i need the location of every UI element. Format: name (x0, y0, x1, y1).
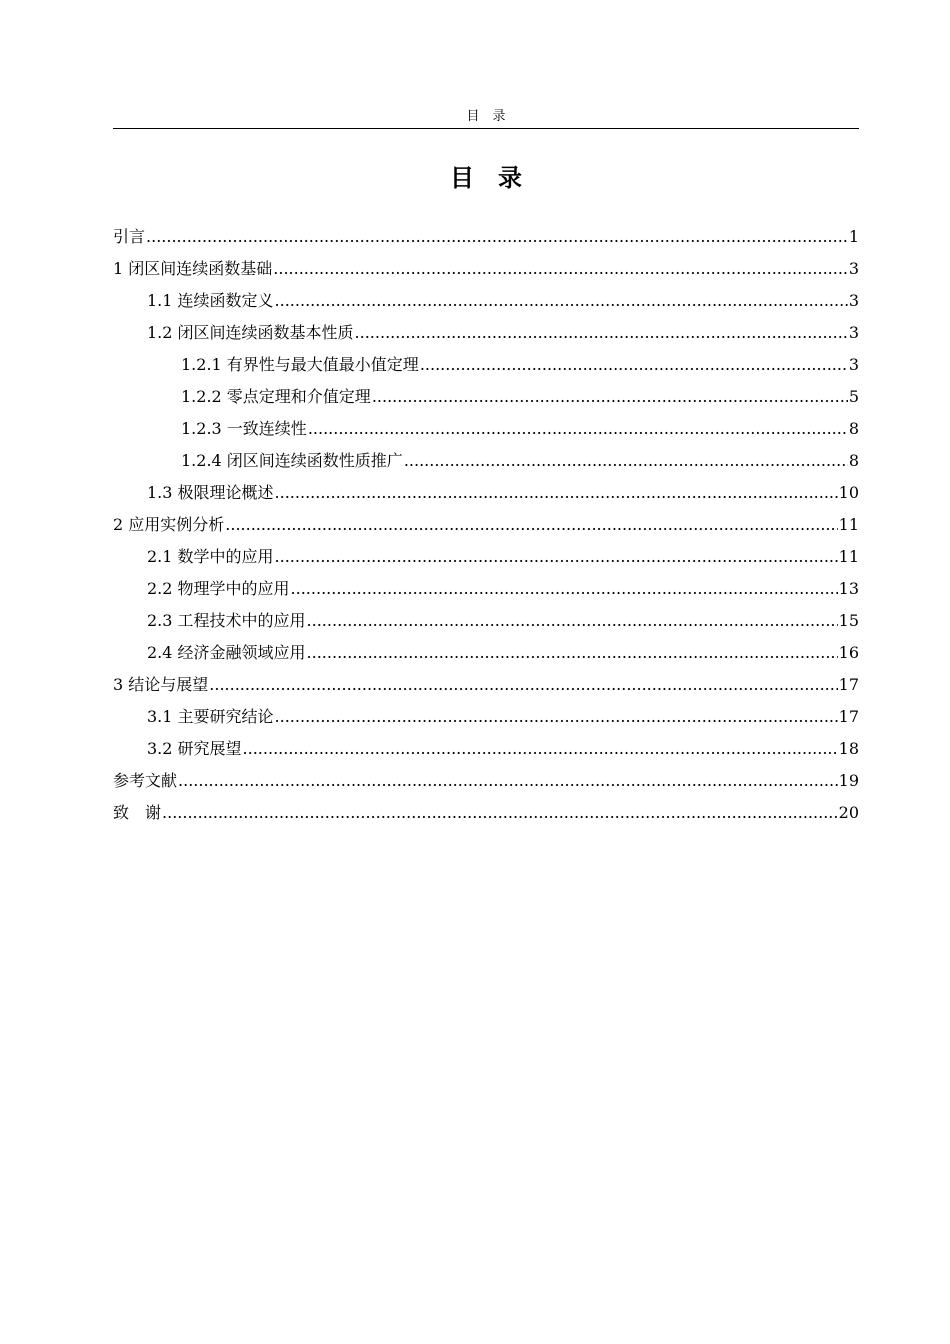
toc-entry[interactable] (113, 445, 859, 477)
toc-entry[interactable] (113, 797, 859, 829)
toc-entry[interactable] (113, 477, 859, 509)
toc-entry-page: 15 (838, 611, 859, 630)
toc-dot-leader (146, 221, 848, 253)
toc-entry[interactable] (113, 317, 859, 349)
toc-entry-label: 1.2.2 零点定理和介值定理 (181, 387, 371, 406)
toc-entry[interactable] (113, 285, 859, 317)
toc-entry-label: 1.2.1 有界性与最大值最小值定理 (181, 355, 419, 374)
toc-entry[interactable] (113, 701, 859, 733)
page-title: 目 录 (450, 164, 522, 192)
toc-entry-page: 19 (838, 771, 859, 790)
toc-dot-leader (275, 701, 838, 733)
toc-entry-label: 3.1 主要研究结论 (147, 707, 274, 726)
toc-dot-leader (209, 669, 837, 701)
toc-entry-page: 1 (848, 227, 859, 246)
toc-entry[interactable] (113, 509, 859, 541)
toc-entry-page: 17 (838, 675, 859, 694)
toc-entry-label: 2.1 数学中的应用 (147, 547, 274, 566)
toc-entry[interactable] (113, 381, 859, 413)
toc-entry-label: 2.4 经济金融领域应用 (147, 643, 306, 662)
toc-entry-page: 8 (848, 451, 859, 470)
toc-dot-leader (404, 445, 848, 477)
toc-entry-label: 1.1 连续函数定义 (147, 291, 274, 310)
toc-entry-page: 10 (838, 483, 859, 502)
toc-entry[interactable] (113, 413, 859, 445)
toc-dot-leader (225, 509, 837, 541)
toc-entry[interactable] (113, 733, 859, 765)
toc-entry[interactable] (113, 253, 859, 285)
toc-entry-page: 20 (838, 803, 859, 822)
toc-list (113, 221, 859, 829)
toc-dot-leader (273, 253, 848, 285)
toc-dot-leader (307, 605, 838, 637)
toc-dot-leader (291, 573, 838, 605)
toc-entry-page: 8 (848, 419, 859, 438)
toc-dot-leader (178, 765, 838, 797)
toc-entry[interactable] (113, 605, 859, 637)
toc-dot-leader (420, 349, 848, 381)
toc-entry-label: 1.3 极限理论概述 (147, 483, 274, 502)
toc-entry-page: 11 (838, 515, 859, 534)
toc-entry-label: 致 谢 (113, 803, 162, 822)
toc-dot-leader (275, 541, 838, 573)
toc-entry-page: 3 (848, 355, 859, 374)
toc-entry[interactable] (113, 349, 859, 381)
toc-entry[interactable] (113, 221, 859, 253)
toc-entry-page: 16 (838, 643, 859, 662)
toc-entry-label: 2 应用实例分析 (113, 515, 225, 534)
toc-entry-label: 1.2.4 闭区间连续函数性质推广 (181, 451, 403, 470)
toc-entry-label: 1.2.3 一致连续性 (181, 419, 307, 438)
toc-dot-leader (355, 317, 848, 349)
toc-entry-page: 5 (848, 387, 859, 406)
toc-entry-page: 3 (848, 291, 859, 310)
toc-entry[interactable] (113, 541, 859, 573)
toc-entry-label: 参考文献 (113, 771, 178, 790)
toc-entry-page: 13 (838, 579, 859, 598)
running-header: 目 录 (466, 109, 506, 124)
toc-entry-label: 2.2 物理学中的应用 (147, 579, 290, 598)
toc-entry-label: 引言 (113, 227, 146, 246)
toc-entry[interactable] (113, 573, 859, 605)
toc-entry[interactable] (113, 669, 859, 701)
toc-entry-label: 2.3 工程技术中的应用 (147, 611, 306, 630)
toc-entry-label: 1.2 闭区间连续函数基本性质 (147, 323, 354, 342)
toc-entry-page: 3 (848, 259, 859, 278)
toc-entry-label: 1 闭区间连续函数基础 (113, 259, 273, 278)
toc-dot-leader (372, 381, 848, 413)
toc-entry-page: 17 (838, 707, 859, 726)
toc-entry-page: 3 (848, 323, 859, 342)
toc-dot-leader (307, 637, 838, 669)
toc-entry-page: 18 (838, 739, 859, 758)
toc-entry-label: 3 结论与展望 (113, 675, 209, 694)
toc-dot-leader (308, 413, 848, 445)
toc-dot-leader (162, 797, 838, 829)
toc-dot-leader (275, 477, 838, 509)
toc-entry-page: 11 (838, 547, 859, 566)
toc-entry[interactable] (113, 637, 859, 669)
header-rule (113, 128, 859, 129)
toc-dot-leader (275, 285, 848, 317)
toc-dot-leader (243, 733, 838, 765)
toc-entry[interactable] (113, 765, 859, 797)
toc-entry-label: 3.2 研究展望 (147, 739, 242, 758)
